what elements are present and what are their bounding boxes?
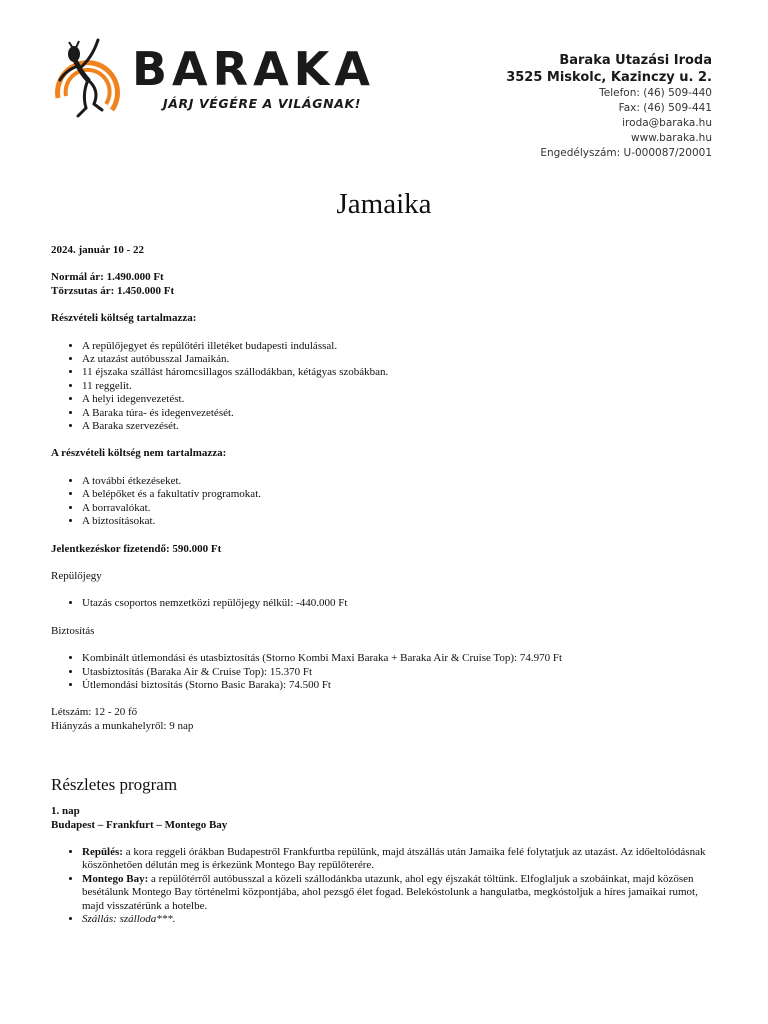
item-term: Repülés: [82, 845, 123, 858]
list-item: • Útlemondási biztosítás (Storno Basic Baraka): 74.500 Ft [82, 679, 721, 692]
baraka-logo [48, 36, 375, 126]
list-item [82, 873, 721, 913]
normal-price: Normál ár: 1.490.000 Ft [51, 271, 164, 284]
office-email[interactable]: iroda@baraka.hu [622, 117, 712, 129]
list-item: • 11 éjszaka szállást háromcsillagos szállodákban, kétágyas szobákban. [82, 366, 721, 379]
deposit-amount: Jelentkezéskor fizetendő: 590.000 Ft [51, 542, 222, 555]
includes-list [51, 340, 721, 434]
item-text: a repülőtérről autóbusszal a közeli szállodánkba utazunk, ahol egy éjszakát töltünk. Elfoglaljuk a szobáinkat, majd közösen besétálunk Montego Bay történelmi központjába, ahol pezsgő élet fogad. Belekóstolunk a hangulatba, megkóstoljuk a híres jamaikai rumot, majd visszatérünk a hotelbe. [82, 872, 698, 912]
day1-program-list [51, 846, 721, 926]
list-item: • A további étkezéseket. [82, 475, 721, 488]
list-item: • Utasbiztosítás (Baraka Air & Cruise Top): 15.370 Ft [82, 666, 721, 679]
brand-name: BARAKA [132, 42, 375, 96]
office-website[interactable]: www.baraka.hu [631, 132, 712, 144]
flight-list [51, 597, 721, 610]
list-item: • 11 reggelit. [82, 380, 721, 393]
lodging-info: Szállás: szálloda***. [82, 913, 176, 925]
list-item: • A helyi idegenvezetést. [82, 393, 721, 406]
day-route: Budapest – Frankfurt – Montego Bay [51, 818, 228, 831]
office-name: Baraka Utazási Iroda [559, 53, 712, 68]
includes-heading: Részvételi költség tartalmazza: [51, 312, 197, 325]
trip-date: 2024. január 10 - 22 [51, 244, 144, 256]
item-text: a kora reggeli órákban Budapestről Frankfurtba repülünk, majd átszállás után Jamaika felé folytatjuk az utazást. Az időeltolódásnak köszönhetően délután meg is érkezünk Montego Bay repülőterére. [82, 845, 706, 872]
brand-slogan: JÁRJ VÉGÉRE A VILÁGNAK! [163, 96, 362, 111]
day-label: 1. nap [51, 805, 80, 818]
page-title: Jamaika [336, 188, 432, 220]
office-address: 3525 Miskolc, Kazinczy u. 2. [506, 70, 712, 85]
insurance-list [51, 652, 721, 692]
trip-details [51, 244, 721, 926]
list-item: • A biztosításokat. [82, 515, 721, 528]
dancer-figure-icon [48, 36, 138, 128]
office-phone: Telefon: (46) 509-440 [599, 87, 712, 99]
list-item: • Az utazást autóbusszal Jamaikán. [82, 353, 721, 366]
contact-block [506, 52, 712, 161]
list-item: • A repülőjegyet és repülőtéri illetéket budapesti indulással. [82, 340, 721, 353]
list-item [82, 846, 721, 873]
group-size: Létszám: 12 - 20 fő [51, 706, 138, 719]
list-item: • Kombinált útlemondási és utasbiztosítás (Storno Kombi Maxi Baraka + Baraka Air & Cruise Top): 74.970 Ft [82, 652, 721, 665]
insurance-heading: Biztosítás [51, 624, 95, 637]
excludes-heading: A részvételi költség nem tartalmazza: [51, 447, 227, 460]
flight-heading: Repülőjegy [51, 569, 102, 582]
regular-price: Törzsutas ár: 1.450.000 Ft [51, 284, 175, 297]
work-absence: Hiányzás a munkahelyről: 9 nap [51, 719, 194, 732]
list-item: • A Baraka túra- és idegenvezetését. [82, 407, 721, 420]
list-item: • A Baraka szervezését. [82, 420, 721, 433]
list-item: • A belépőket és a fakultatív programokat. [82, 488, 721, 501]
list-item [82, 913, 721, 926]
list-item: • Utazás csoportos nemzetközi repülőjegy nélkül: -440.000 Ft [82, 597, 721, 610]
office-fax: Fax: (46) 509-441 [618, 102, 712, 114]
program-heading: Részletes program [51, 775, 178, 795]
excludes-list [51, 475, 721, 529]
item-term: Montego Bay: [82, 872, 149, 885]
license-number: Engedélyszám: U-000087/20001 [540, 147, 712, 159]
list-item: • A borravalókat. [82, 502, 721, 515]
